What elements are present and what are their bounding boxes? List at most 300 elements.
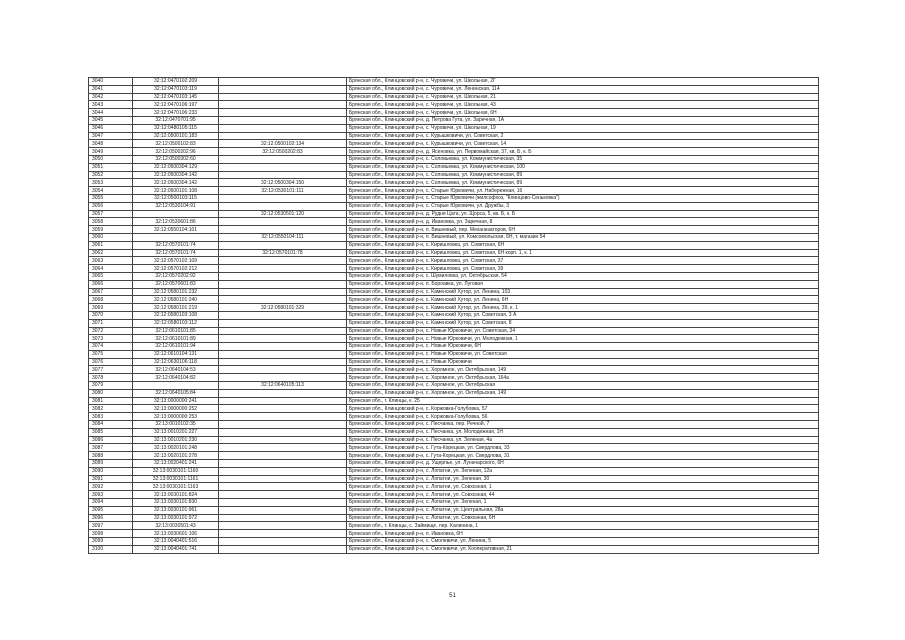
previous-number-cell [219, 280, 347, 288]
row-number-cell: 3092 [89, 483, 133, 491]
cadastral-number-cell: 32:12:0550104:101 [133, 226, 219, 234]
previous-number-cell [219, 132, 347, 140]
address-cell: Брянская обл., Клинцовский р-н, с. Лопатни, ул. Совхозная, 1 [347, 483, 819, 491]
row-number-cell: 3084 [89, 421, 133, 429]
table-row [89, 475, 819, 483]
table-row [89, 241, 819, 249]
address-cell: Брянская обл., Клинцовский р-н, с. Чуровичи, ул. Школьная, 6Н [347, 109, 819, 117]
previous-number-cell: 32:12:0500102:134 [219, 140, 347, 148]
table-row [89, 413, 819, 421]
cadastral-number-cell: 32:12:0570601:83 [133, 280, 219, 288]
row-number-cell: 3041 [89, 85, 133, 93]
previous-number-cell [219, 460, 347, 468]
address-cell: Брянская обл., Клинцовский р-н, с. Гута-Корецкая, ул. Свердлова, 31 [347, 452, 819, 460]
cadastral-number-cell: 32:12:0500302:60 [133, 155, 219, 163]
cadastral-number-cell: 32:12:0500103:115 [133, 194, 219, 202]
address-cell: Брянская обл., Клинцовский р-н, д. Петрова Гута, ул. Заречная, 1А [347, 116, 819, 124]
previous-number-cell [219, 78, 347, 86]
table-row [89, 148, 819, 156]
row-number-cell: 3047 [89, 132, 133, 140]
cadastral-number-cell: 32:13:0000000:253 [133, 413, 219, 421]
table-row [89, 389, 819, 397]
row-number-cell: 3095 [89, 506, 133, 514]
table-row [89, 405, 819, 413]
cadastral-number-cell: 32:12:0570101:74 [133, 249, 219, 257]
cadastral-number-cell [133, 210, 219, 218]
address-cell: Брянская обл., Клинцовский р-н, с. Песчанка, ул. Молодежная, 1Н [347, 428, 819, 436]
table-row [89, 460, 819, 468]
row-number-cell: 3078 [89, 374, 133, 382]
cadastral-number-cell: 32:13:0040401:516 [133, 538, 219, 546]
table-row [89, 319, 819, 327]
row-number-cell: 3062 [89, 249, 133, 257]
row-number-cell: 3089 [89, 460, 133, 468]
previous-number-cell [219, 194, 347, 202]
address-cell: Брянская обл., Клинцовский р-н, п. Ивановка, 6Н [347, 530, 819, 538]
address-cell: Брянская обл., Клинцовский р-н, с. Новые Юрковичи, ул. Молодежная, 1 [347, 335, 819, 343]
cadastral-number-cell: 32:12:0500101:108 [133, 187, 219, 195]
previous-number-cell [219, 319, 347, 327]
previous-number-cell: 32:12:0530101:111 [219, 187, 347, 195]
address-cell: Брянская обл., Клинцовский р-н, д. Рудня Цата, ул. Щорса, 5, кв. Б, к. Б [347, 210, 819, 218]
address-cell: Брянская обл., Клинцовский р-н, с. Гута-Корецкая, ул. Свердлова, 33 [347, 444, 819, 452]
cadastral-number-cell: 32:12:0570102:109 [133, 257, 219, 265]
previous-number-cell [219, 241, 347, 249]
row-number-cell: 3082 [89, 405, 133, 413]
cadastral-number-cell: 32:12:0470103:119 [133, 85, 219, 93]
table-row [89, 343, 819, 351]
cadastral-number-cell: 32:13:0010102:35 [133, 421, 219, 429]
address-cell: Брянская обл., Клинцовский р-н, с. Каменский Хутор, ул. Ленина, 103 [347, 288, 819, 296]
address-cell: Брянская обл., Клинцовский р-н, с. Смолевичи, ул. Ленина, 5 [347, 538, 819, 546]
address-cell: Брянская обл., Клинцовский р-н, с. Старые Юрковичи (жилсофхоз, "Клинцово-Сеньковка") [347, 194, 819, 202]
table-row [89, 101, 819, 109]
previous-number-cell [219, 530, 347, 538]
cadastral-number-cell: 32:12:0470102:209 [133, 78, 219, 86]
row-number-cell: 3042 [89, 93, 133, 101]
table-row [89, 179, 819, 187]
previous-number-cell [219, 163, 347, 171]
row-number-cell: 3065 [89, 272, 133, 280]
previous-number-cell [219, 85, 347, 93]
address-cell: Брянская обл., Клинцовский р-н, с. Курышковичи, ул. Советская, 14 [347, 140, 819, 148]
address-cell: Брянская обл., Клинцовский р-н, с. Киришловка, ул. Советская, 39 [347, 265, 819, 273]
table-row [89, 311, 819, 319]
previous-number-cell: 32:12:0530501:120 [219, 210, 347, 218]
table-row [89, 335, 819, 343]
row-number-cell: 3055 [89, 194, 133, 202]
cadastral-number-cell: 32:12:0610101:89 [133, 335, 219, 343]
table-row [89, 202, 819, 210]
registry-table [88, 77, 819, 554]
table-row [89, 358, 819, 366]
address-cell: Брянская обл., Клинцовский р-н, с. Хоромное, ул. Октябрьская, 149 [347, 389, 819, 397]
row-number-cell: 3064 [89, 265, 133, 273]
cadastral-number-cell: 32:12:0470106:233 [133, 109, 219, 117]
table-row [89, 467, 819, 475]
address-cell: Брянская обл., Клинцовский р-н, с. Новые Юрковичи, ул. Советская, 34 [347, 327, 819, 335]
table-row [89, 483, 819, 491]
address-cell: Брянская обл., Клинцовский р-н, с. Лопатни, ул. Совхозная, 44 [347, 491, 819, 499]
previous-number-cell [219, 514, 347, 522]
previous-number-cell [219, 358, 347, 366]
row-number-cell: 3059 [89, 226, 133, 234]
address-cell: Брянская обл., Клинцовский р-н, с. Чуровичи, ул. Школьная, 2Г [347, 78, 819, 86]
cadastral-number-cell: 32:12:0610104:131 [133, 350, 219, 358]
address-cell: Брянская обл., Клинцовский р-н, с. Лопатни, ул. Зеленая, 12а [347, 467, 819, 475]
cadastral-number-cell: 32:13:0020101:248 [133, 444, 219, 452]
address-cell: Брянская обл., Клинцовский р-н, с. Смолевичи, ул. Кооперативная, 21 [347, 545, 819, 553]
row-number-cell: 3068 [89, 296, 133, 304]
previous-number-cell [219, 350, 347, 358]
table-row [89, 280, 819, 288]
address-cell: Брянская обл., г. Клинцы, с. Займище, пер. Калинина, 1 [347, 522, 819, 530]
address-cell: Брянская обл., Клинцовский р-н, с. Хоромное, ул. Октябрьская, 149 [347, 366, 819, 374]
cadastral-number-cell: 32:12:0500102:83 [133, 140, 219, 148]
cadastral-number-cell: 32:12:0470701:95 [133, 116, 219, 124]
cadastral-number-cell: 32:12:0480105:115 [133, 124, 219, 132]
cadastral-number-cell: 32:12:0470106:197 [133, 101, 219, 109]
previous-number-cell [219, 506, 347, 514]
row-number-cell: 3074 [89, 343, 133, 351]
address-cell: Брянская обл., Клинцовский р-н, с. Соловьевка, ул. Коммунистическая, 35 [347, 155, 819, 163]
address-cell: Брянская обл., Клинцовский р-н, с. Коржовка-Голубовка, 57 [347, 405, 819, 413]
address-cell: Брянская обл., Клинцовский р-н, с. Курышковичи, ул. Советская, 2 [347, 132, 819, 140]
row-number-cell: 3054 [89, 187, 133, 195]
previous-number-cell [219, 272, 347, 280]
address-cell: Брянская обл., Клинцовский р-н, с. Песчанка, ул. Зеленая, 4а [347, 436, 819, 444]
table-row [89, 226, 819, 234]
cadastral-number-cell: 32:12:0640104:53 [133, 366, 219, 374]
previous-number-cell: 32:12:0570101:78 [219, 249, 347, 257]
cadastral-number-cell: 32:13:0030101:972 [133, 514, 219, 522]
previous-number-cell [219, 226, 347, 234]
previous-number-cell [219, 202, 347, 210]
previous-number-cell [219, 483, 347, 491]
row-number-cell: 3098 [89, 530, 133, 538]
row-number-cell: 3056 [89, 202, 133, 210]
cadastral-number-cell: 32:12:0470103:145 [133, 93, 219, 101]
row-number-cell: 3083 [89, 413, 133, 421]
cadastral-number-cell: 32:13:0030501:43 [133, 522, 219, 530]
cadastral-number-cell: 32:12:0580103:108 [133, 311, 219, 319]
table-row [89, 272, 819, 280]
address-cell: Брянская обл., Клинцовский р-н, с. Шумиловка, ул. Октябрьская, 54 [347, 272, 819, 280]
cadastral-number-cell: 32:12:0500304:142 [133, 179, 219, 187]
previous-number-cell: 32:12:0640105:113 [219, 382, 347, 390]
row-number-cell: 3075 [89, 350, 133, 358]
previous-number-cell [219, 288, 347, 296]
previous-number-cell [219, 389, 347, 397]
table-row [89, 491, 819, 499]
previous-number-cell [219, 343, 347, 351]
table-row [89, 218, 819, 226]
row-number-cell: 3060 [89, 233, 133, 241]
row-number-cell: 3045 [89, 116, 133, 124]
address-cell: Брянская обл., Клинцовский р-н, с. Чуровичи, ул. Школьная, 43 [347, 101, 819, 109]
previous-number-cell [219, 171, 347, 179]
table-row [89, 428, 819, 436]
previous-number-cell [219, 405, 347, 413]
cadastral-number-cell: 32:12:0640105:84 [133, 389, 219, 397]
cadastral-number-cell: 32:12:0500202:96 [133, 148, 219, 156]
address-cell: Брянская обл., Клинцовский р-н, с. Каменский Хутор, ул. Ленина, 6Н [347, 296, 819, 304]
row-number-cell: 3070 [89, 311, 133, 319]
address-cell: Брянская обл., Клинцовский р-н, с. Чуровичи, ул. Школьная, 19 [347, 124, 819, 132]
previous-number-cell [219, 335, 347, 343]
cadastral-number-cell: 32:13:0020101:278 [133, 452, 219, 460]
cadastral-number-cell: 32:13:0030101:1163 [133, 483, 219, 491]
row-number-cell: 3058 [89, 218, 133, 226]
table-row [89, 421, 819, 429]
table-row [89, 155, 819, 163]
previous-number-cell [219, 116, 347, 124]
address-cell: Брянская обл., Клинцовский р-н, с. Киришловка, ул. Советская, 6Н корп. 1, к. 1 [347, 249, 819, 257]
previous-number-cell [219, 101, 347, 109]
previous-number-cell [219, 491, 347, 499]
cadastral-number-cell: 32:13:0030101:1161 [133, 475, 219, 483]
table-row [89, 436, 819, 444]
address-cell: Брянская обл., Клинцовский р-н, с. Новые Юрковичи [347, 358, 819, 366]
row-number-cell: 3073 [89, 335, 133, 343]
address-cell: Брянская обл., Клинцовский р-н, с. Хоромное, ул. Октябрьская, 164а [347, 374, 819, 382]
row-number-cell: 3048 [89, 140, 133, 148]
address-cell: Брянская обл., Клинцовский р-н, с. Киришловка, ул. Советская, 37 [347, 257, 819, 265]
previous-number-cell [219, 421, 347, 429]
address-cell: Брянская обл., Клинцовский р-н, с. Киришловка, ул. Советская, 6Н [347, 241, 819, 249]
row-number-cell: 3090 [89, 467, 133, 475]
row-number-cell: 3093 [89, 491, 133, 499]
table-row [89, 327, 819, 335]
previous-number-cell [219, 109, 347, 117]
table-row [89, 452, 819, 460]
cadastral-number-cell: 32:12:0640104:82 [133, 374, 219, 382]
cadastral-number-cell: 32:13:0000000:252 [133, 405, 219, 413]
table-row [89, 522, 819, 530]
cadastral-number-cell [133, 233, 219, 241]
row-number-cell: 3086 [89, 436, 133, 444]
table-row [89, 296, 819, 304]
cadastral-number-cell: 32:12:0570102:212 [133, 265, 219, 273]
cadastral-number-cell: 32:13:0030101:824 [133, 491, 219, 499]
address-cell: Брянская обл., Клинцовский р-н, с. Новые Юрковичи, ул. Советская [347, 350, 819, 358]
table-row [89, 249, 819, 257]
previous-number-cell [219, 265, 347, 273]
row-number-cell: 3044 [89, 109, 133, 117]
address-cell: Брянская обл., Клинцовский р-н, с. Лопатни, ул. Зеленая, 30 [347, 475, 819, 483]
row-number-cell: 3087 [89, 444, 133, 452]
address-cell: Брянская обл., Клинцовский р-н, с. Каменский Хутор, ул. Советская, 8 [347, 319, 819, 327]
row-number-cell: 3046 [89, 124, 133, 132]
row-number-cell: 3067 [89, 288, 133, 296]
previous-number-cell [219, 397, 347, 405]
address-cell: Брянская обл., Клинцовский р-н, с. Лопатни, ул. Совхозная, 6Н [347, 514, 819, 522]
cadastral-number-cell: 32:13:0030101:1160 [133, 467, 219, 475]
cadastral-number-cell: 32:12:0500304:129 [133, 163, 219, 171]
row-number-cell: 3052 [89, 171, 133, 179]
table-row [89, 530, 819, 538]
row-number-cell: 3053 [89, 179, 133, 187]
table-row [89, 78, 819, 86]
row-number-cell: 3099 [89, 538, 133, 546]
table-row [89, 288, 819, 296]
row-number-cell: 3069 [89, 304, 133, 312]
cadastral-number-cell: 32:12:0570101:74 [133, 241, 219, 249]
table-row [89, 382, 819, 390]
previous-number-cell [219, 311, 347, 319]
previous-number-cell [219, 475, 347, 483]
cadastral-number-cell: 32:12:0530104:91 [133, 202, 219, 210]
cadastral-number-cell: 32:13:0040401:741 [133, 545, 219, 553]
address-cell: Брянская обл., Клинцовский р-н, с. Каменский Хутор, ул. Ленина, 39, к. 1 [347, 304, 819, 312]
previous-number-cell [219, 366, 347, 374]
previous-number-cell [219, 538, 347, 546]
table-row [89, 210, 819, 218]
table-row [89, 116, 819, 124]
row-number-cell: 3091 [89, 475, 133, 483]
address-cell: Брянская обл., Клинцовский р-н, с. Каменский Хутор, ул. Советская, 3 А [347, 311, 819, 319]
cadastral-number-cell: 32:13:0030601:106 [133, 530, 219, 538]
row-number-cell: 3040 [89, 78, 133, 86]
address-cell: Брянская обл., Клинцовский р-н, с. Лопатни, ул. Зеленая, 1 [347, 499, 819, 507]
previous-number-cell: 32:12:0500304:150 [219, 179, 347, 187]
row-number-cell: 3079 [89, 382, 133, 390]
previous-number-cell [219, 413, 347, 421]
cadastral-number-cell: 32:12:0580103:112 [133, 319, 219, 327]
address-cell: Брянская обл., Клинцовский р-н, с. Соловьевка, ул. Коммунистическая, 100 [347, 163, 819, 171]
row-number-cell: 3096 [89, 514, 133, 522]
table-row [89, 350, 819, 358]
previous-number-cell [219, 257, 347, 265]
table-row [89, 187, 819, 195]
table-row [89, 506, 819, 514]
cadastral-number-cell: 32:12:0580101:240 [133, 296, 219, 304]
address-cell: Брянская обл., Клинцовский р-н, с. Соловьевка, ул. Коммунистическая, 89 [347, 171, 819, 179]
row-number-cell: 3080 [89, 389, 133, 397]
table-row [89, 304, 819, 312]
address-cell: Брянская обл., Клинцовский р-н, п. Бороавка, ул. Луговая [347, 280, 819, 288]
row-number-cell: 3066 [89, 280, 133, 288]
previous-number-cell [219, 452, 347, 460]
row-number-cell: 3077 [89, 366, 133, 374]
cadastral-number-cell [133, 382, 219, 390]
page-number: 51 [449, 593, 456, 599]
address-cell: Брянская обл., г. Клинцы, к. 25 [347, 397, 819, 405]
cadastral-number-cell: 32:12:0580101:219 [133, 304, 219, 312]
table-row [89, 366, 819, 374]
table-row [89, 538, 819, 546]
row-number-cell: 3057 [89, 210, 133, 218]
address-cell: Брянская обл., Клинцовский р-н, д. Ущерпье, ул. Луначарского, 6Н [347, 460, 819, 468]
previous-number-cell [219, 374, 347, 382]
row-number-cell: 3094 [89, 499, 133, 507]
row-number-cell: 3100 [89, 545, 133, 553]
table-row [89, 140, 819, 148]
cadastral-number-cell: 32:13:0010201:230 [133, 436, 219, 444]
table-row [89, 514, 819, 522]
cadastral-number-cell: 32:13:0030101:830 [133, 499, 219, 507]
cadastral-number-cell: 32:12:0610101:85 [133, 327, 219, 335]
table-row [89, 257, 819, 265]
table-row [89, 265, 819, 273]
address-cell: Брянская обл., Клинцовский р-н, с. Старые Юрковичи, ул. Дружбы, 3 [347, 202, 819, 210]
row-number-cell: 3072 [89, 327, 133, 335]
cadastral-number-cell: 32:12:0500101:183 [133, 132, 219, 140]
previous-number-cell [219, 545, 347, 553]
cadastral-number-cell: 32:12:0630106:118 [133, 358, 219, 366]
address-cell: Брянская обл., Клинцовский р-н, с. Старые Юрковичи, ул. Набережная, 16 [347, 187, 819, 195]
address-cell: Брянская обл., Клинцовский р-н, с. Чуровичи, ул. Школьная, 21 [347, 93, 819, 101]
table-row [89, 171, 819, 179]
address-cell: Брянская обл., Клинцовский р-н, с. Новые Юрковичи, 6Н [347, 343, 819, 351]
previous-number-cell [219, 155, 347, 163]
address-cell: Брянская обл., Клинцовский р-н, с. Коржовка-Голубовка, 56 [347, 413, 819, 421]
table-row [89, 499, 819, 507]
address-cell: Брянская обл., Клинцовский р-н, п. Вишневый, ул. Комсомольская, 6Н, т. магазин 54 [347, 233, 819, 241]
table-row [89, 233, 819, 241]
address-cell: Брянская обл., Клинцовский р-н, с. Чуровичи, ул. Ленинская, 114 [347, 85, 819, 93]
cadastral-number-cell: 32:12:0530601:86 [133, 218, 219, 226]
table-row [89, 545, 819, 553]
previous-number-cell [219, 428, 347, 436]
row-number-cell: 3050 [89, 155, 133, 163]
cadastral-number-cell: 32:13:0020401:241 [133, 460, 219, 468]
address-cell: Брянская обл., Клинцовский р-н, с. Хоромное, ул. Октябрьская [347, 382, 819, 390]
cadastral-number-cell: 32:12:0500304:142 [133, 171, 219, 179]
row-number-cell: 3063 [89, 257, 133, 265]
table-row [89, 397, 819, 405]
cadastral-number-cell: 32:12:0580101:232 [133, 288, 219, 296]
table-row [89, 132, 819, 140]
row-number-cell: 3076 [89, 358, 133, 366]
previous-number-cell [219, 436, 347, 444]
address-cell: Брянская обл., Клинцовский р-н, п. Вишневый, пер. Механизаторов, 6Н [347, 226, 819, 234]
address-cell: Брянская обл., Клинцовский р-н, д. Ясеновка, ул. Первомайская, 37, кв. Б, к. Б [347, 148, 819, 156]
previous-number-cell [219, 124, 347, 132]
cadastral-number-cell: 32:13:0010201:227 [133, 428, 219, 436]
previous-number-cell [219, 296, 347, 304]
table-row [89, 194, 819, 202]
cadastral-number-cell: 32:13:0000000:241 [133, 397, 219, 405]
address-cell: Брянская обл., Клинцовский р-н, с. Песчанка, пер. Речной, 7 [347, 421, 819, 429]
previous-number-cell: 32:12:0550104:111 [219, 233, 347, 241]
previous-number-cell [219, 499, 347, 507]
table-row [89, 109, 819, 117]
row-number-cell: 3071 [89, 319, 133, 327]
previous-number-cell [219, 444, 347, 452]
row-number-cell: 3081 [89, 397, 133, 405]
row-number-cell: 3051 [89, 163, 133, 171]
previous-number-cell: 32:12:0500202:83 [219, 148, 347, 156]
row-number-cell: 3088 [89, 452, 133, 460]
previous-number-cell [219, 467, 347, 475]
table-row [89, 374, 819, 382]
row-number-cell: 3043 [89, 101, 133, 109]
row-number-cell: 3085 [89, 428, 133, 436]
table-row [89, 444, 819, 452]
table-body [89, 78, 819, 554]
row-number-cell: 3097 [89, 522, 133, 530]
address-cell: Брянская обл., Клинцовский р-н, с. Лопатни, ул. Центральная, 28а [347, 506, 819, 514]
table-row [89, 124, 819, 132]
previous-number-cell [219, 327, 347, 335]
row-number-cell: 3061 [89, 241, 133, 249]
cadastral-number-cell: 32:13:0030101:961 [133, 506, 219, 514]
table-row [89, 93, 819, 101]
address-cell: Брянская обл., Клинцовский р-н, д. Ивановка, ул. Заречная, 8 [347, 218, 819, 226]
address-cell: Брянская обл., Клинцовский р-н, с. Соловьевка, ул. Коммунистическая, 89 [347, 179, 819, 187]
cadastral-number-cell: 32:12:0610101:94 [133, 343, 219, 351]
